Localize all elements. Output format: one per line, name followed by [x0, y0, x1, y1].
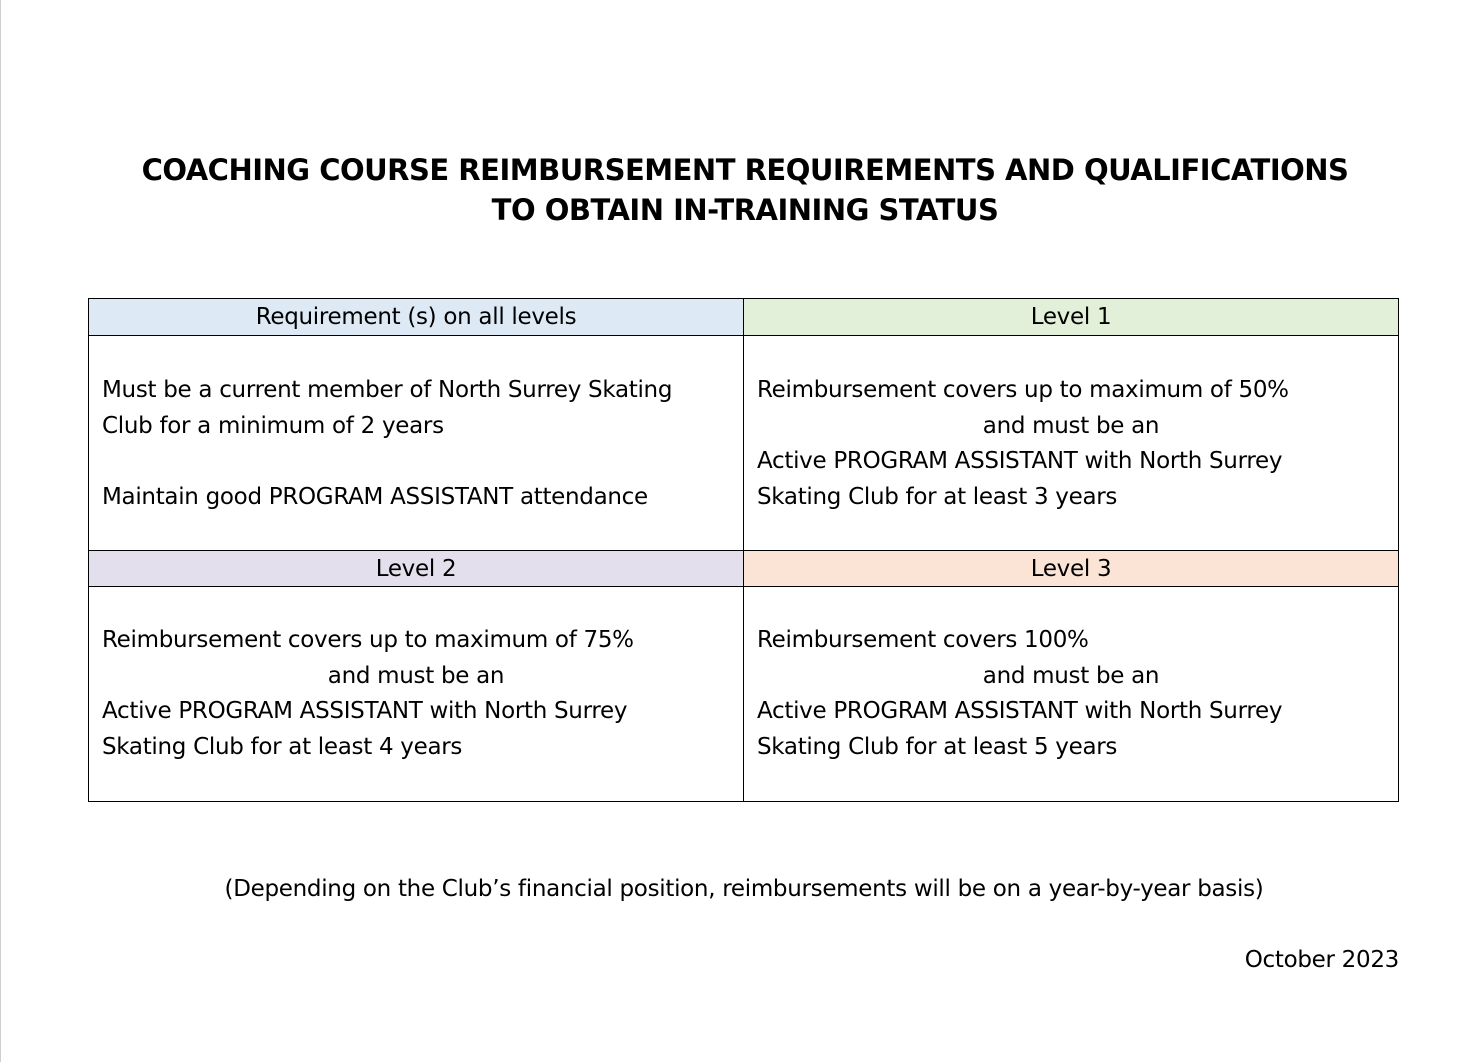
level-2-header: Level 2 [89, 551, 743, 587]
level-1-line-3: Active PROGRAM ASSISTANT with North Surrey [757, 448, 1283, 474]
requirements-table [88, 298, 1399, 802]
level-3-requirements [744, 623, 1398, 765]
level-1-line-4: Skating Club for at least 3 years [757, 483, 1118, 510]
document-title [0, 150, 1467, 230]
level-3-line-2: and must be an [982, 662, 1160, 689]
all-levels-line-3: Maintain good PROGRAM ASSISTANT attendance [102, 483, 648, 510]
level-3-header: Level 3 [744, 551, 1398, 587]
all-levels-requirements [89, 373, 743, 515]
level-1-line-2: and must be an [982, 412, 1160, 439]
level-3-line-3: Active PROGRAM ASSISTANT with North Surrey [757, 698, 1283, 724]
document-date: October 2023 [1244, 947, 1399, 973]
level-2-line-1: Reimbursement covers up to maximum of 75% [102, 627, 634, 653]
all-levels-line-1: Must be a current member of North Surrey Skating [102, 377, 673, 403]
financial-footnote: (Depending on the Club’s financial position, reimbursements will be on a year-by-year basis) [224, 876, 1264, 902]
title-line-1: COACHING COURSE REIMBURSEMENT REQUIREMENTS AND QUALIFICATIONS [141, 153, 1349, 187]
level-3-line-4: Skating Club for at least 5 years [757, 733, 1118, 760]
all-levels-spacer [102, 444, 743, 480]
level-1-requirements [744, 373, 1398, 515]
level-2-line-3: Active PROGRAM ASSISTANT with North Surrey [102, 698, 628, 724]
level-3-line-1: Reimbursement covers 100% [757, 627, 1089, 653]
row-divider [89, 550, 1398, 551]
level-1-line-1: Reimbursement covers up to maximum of 50% [757, 377, 1289, 403]
level-2-requirements [89, 623, 743, 765]
all-levels-header: Requirement (s) on all levels [89, 299, 743, 336]
level-2-line-4: Skating Club for at least 4 years [102, 733, 463, 760]
level-2-line-2: and must be an [327, 662, 505, 689]
level-1-header: Level 1 [744, 299, 1398, 336]
all-levels-line-2: Club for a minimum of 2 years [102, 412, 444, 439]
title-line-2: TO OBTAIN IN-TRAINING STATUS [491, 193, 999, 227]
